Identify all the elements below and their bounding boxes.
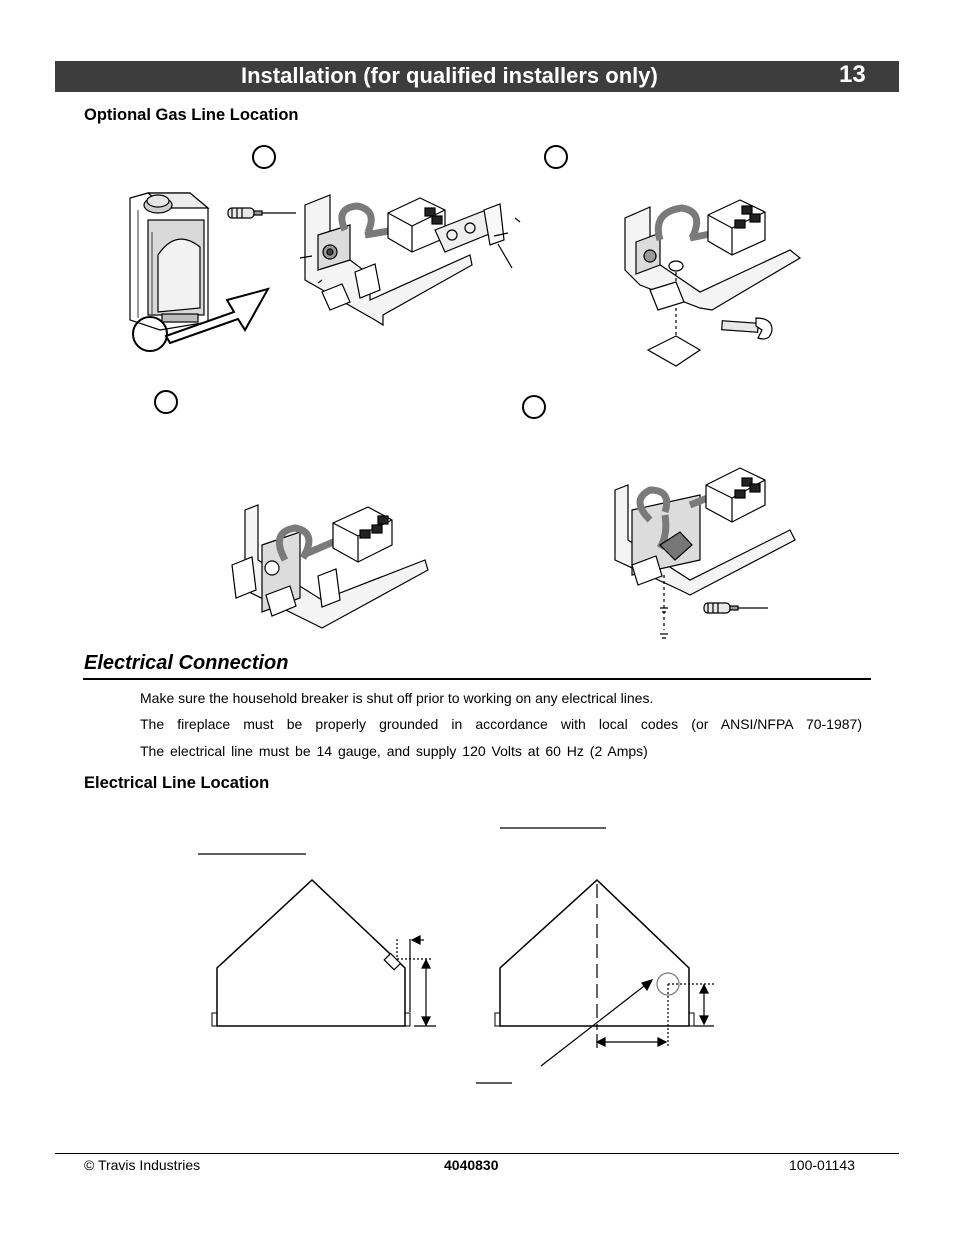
gas-valve-bracket-2 bbox=[625, 200, 800, 366]
screwdriver-icon bbox=[228, 208, 296, 218]
page-number: 13 bbox=[839, 61, 866, 88]
footer-document-number: 4040830 bbox=[444, 1157, 499, 1173]
footer-part-number: 100-01143 bbox=[789, 1157, 855, 1173]
unit-outline-left bbox=[217, 880, 405, 1026]
footer-divider bbox=[55, 1153, 899, 1154]
paragraph-grounding: The fireplace must be properly grounded in accordance with local codes (or ANSI/NFPA 70-1987) bbox=[140, 716, 862, 732]
wrench-icon bbox=[722, 318, 772, 339]
screwdriver-icon-2 bbox=[704, 603, 768, 613]
gas-valve-bracket-1 bbox=[300, 195, 520, 325]
outlet-marker-left bbox=[384, 954, 400, 970]
gas-valve-bracket-4 bbox=[615, 468, 795, 638]
electrical-location-diagrams bbox=[198, 828, 714, 1083]
paragraph-breaker: Make sure the household breaker is shut off prior to working on any electrical lines. bbox=[140, 690, 654, 706]
page-title: Installation (for qualified installers only) bbox=[241, 63, 658, 88]
gas-line-heading: Optional Gas Line Location bbox=[84, 106, 299, 124]
section-divider bbox=[83, 678, 871, 680]
footer-copyright: © Travis Industries bbox=[84, 1157, 201, 1173]
gas-valve-bracket-3 bbox=[232, 505, 428, 628]
unit-outline-right bbox=[500, 880, 689, 1026]
electrical-line-location-heading: Electrical Line Location bbox=[84, 774, 270, 792]
paragraph-gauge: The electrical line must be 14 gauge, and supply 120 Volts at 60 Hz (2 Amps) bbox=[140, 743, 648, 759]
electrical-section-title: Electrical Connection bbox=[84, 652, 289, 674]
